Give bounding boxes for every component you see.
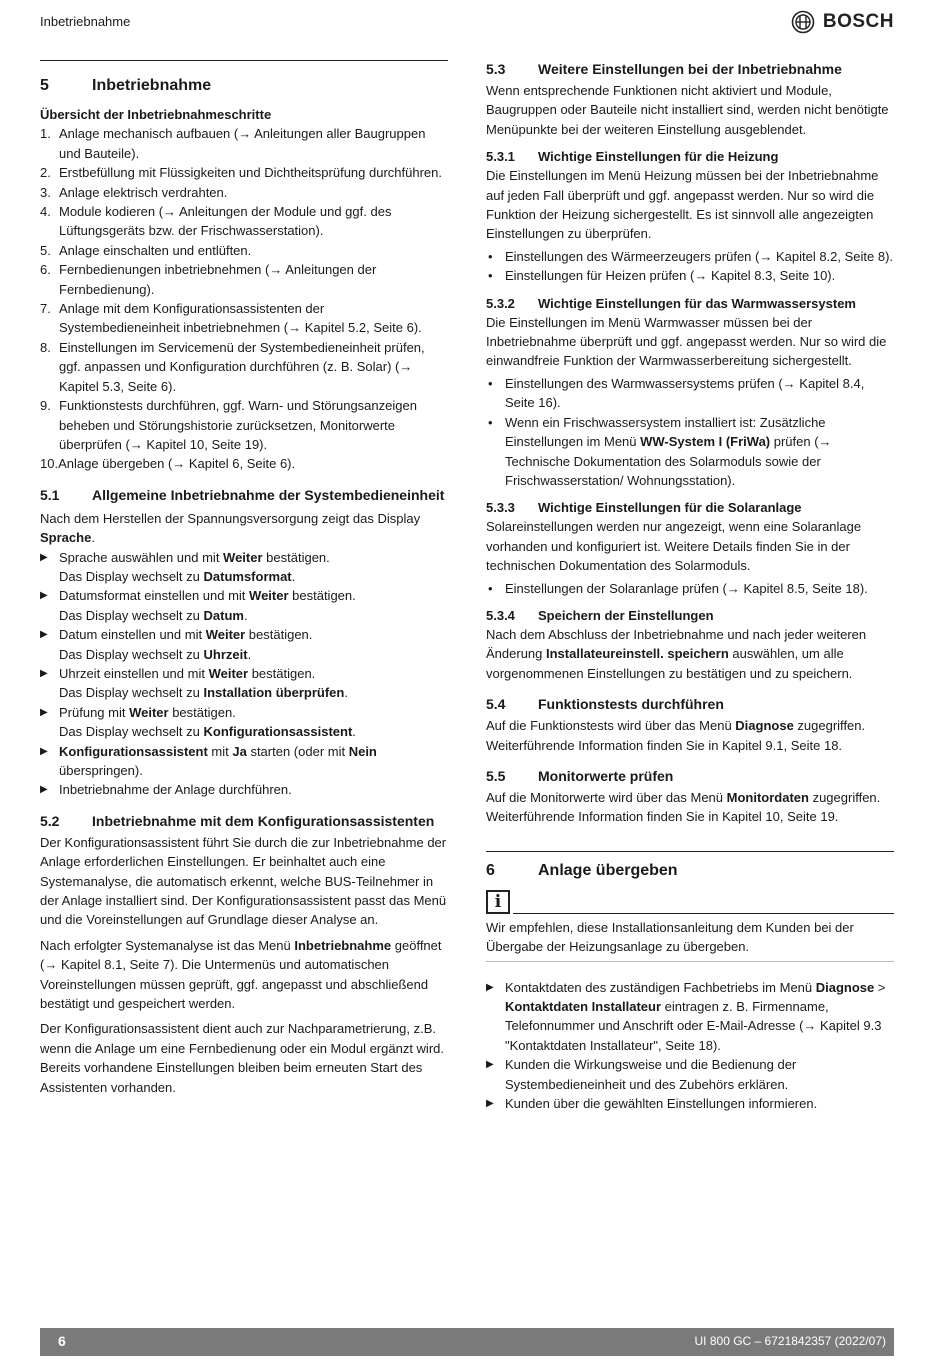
- overview-title: Übersicht der Inbetriebnahmeschritte: [40, 107, 272, 122]
- triangle-right-icon: ▶: [40, 629, 48, 641]
- list-item: ▶ Prüfung mit Weiter bestätigen. Das Display wechselt zu Konfigurationsassistent.: [40, 703, 448, 742]
- section-5-3-3-paragraph: Solareinstellungen werden nur angezeigt, wenn eine Solaranlage vorhanden und konfiguriert ist. Weitere Details finden Sie in der technischen Dokumentation des Solarmoduls.: [486, 519, 862, 574]
- section-5-2-paragraph-3: Der Konfigurationsassistent dient auch zur Nachparametrierung, z.B. wenn die Anlage um eine Fernbedienung oder ein Modul ergänzt wird. Bereits vorhandene Einstellungen bleiben beim erneuten Start des Assistenten vorhanden.: [40, 1021, 444, 1095]
- page-footer: [40, 1328, 894, 1356]
- list-item: 5. Anlage einschalten und entlüften.: [40, 242, 252, 258]
- list-item: 10. Anlage übergeben (→ Kapitel 6, Seite 6).: [40, 456, 296, 472]
- triangle-right-icon: ▶: [40, 706, 48, 718]
- section-5-1-heading: 5.1 Allgemeine Inbetriebnahme der Systembedieneinheit: [40, 486, 445, 503]
- list-item: 9. Funktionstests durchführen, ggf. Warn- und Störungsanzeigen beheben und Störungshistorie zurücksetzen, Monitorwerte überprüfen (→ Kapitel 10, Seite 19).: [40, 398, 417, 452]
- triangle-right-icon: ▶: [486, 1098, 494, 1110]
- list-item: 3. Anlage elektrisch verdrahten.: [40, 184, 228, 200]
- section-6-heading: 6 Anlage übergeben: [486, 861, 678, 879]
- page-number: 6: [58, 1333, 66, 1350]
- commissioning-steps-list: [40, 124, 448, 473]
- triangle-right-icon: ▶: [40, 745, 48, 757]
- list-item: ▶ Kunden über die gewählten Einstellungen informieren.: [486, 1094, 894, 1113]
- triangle-right-icon: ▶: [40, 551, 48, 563]
- right-column: [486, 60, 894, 1113]
- list-item: ▶ Konfigurationsassistent mit Ja starten (oder mit Nein überspringen).: [40, 742, 448, 781]
- list-item: ▶ Uhrzeit einstellen und mit Weiter bestätigen. Das Display wechselt zu Installation überprüfen.: [40, 664, 448, 703]
- section-5-3-3-heading: 5.3.3 Wichtige Einstellungen für die Solaranlage: [486, 500, 802, 516]
- triangle-right-icon: ▶: [486, 981, 494, 993]
- list-item: 8. Einstellungen im Servicemenü der Systembedieneinheit prüfen, ggf. anpassen und Konfiguration durchführen (z. B. Solar) (→ Kapitel 5.3, Seite 6).: [40, 339, 425, 394]
- list-item: • Einstellungen des Wärmeerzeugers prüfen (→ Kapitel 8.2, Seite 8).: [488, 248, 894, 264]
- section-5-heading: 5 Inbetriebnahme: [40, 77, 212, 94]
- list-item: ▶ Inbetriebnahme der Anlage durchführen.: [40, 780, 448, 799]
- section-5-2-heading: 5.2 Inbetriebnahme mit dem Konfigurationsassistenten: [40, 812, 435, 829]
- list-item: ▶ Sprache auswählen und mit Weiter bestätigen. Das Display wechselt zu Datumsformat.: [40, 548, 448, 587]
- section-5-4-paragraph: Auf die Funktionstests wird über das Menü Diagnose zugegriffen. Weiterführende Information finden Sie in Kapitel 9.1, Seite 18.: [486, 718, 866, 753]
- section-5-3-2-list: [486, 374, 894, 490]
- section-5-1-steps: [40, 548, 448, 800]
- brand-name: BOSCH: [822, 11, 894, 33]
- list-item: ▶ Kunden die Wirkungsweise und die Bedienung der Systembedieneinheit und des Zubehörs erklären.: [486, 1055, 894, 1094]
- divider: [513, 913, 894, 914]
- info-icon: i: [486, 890, 510, 914]
- section-6-steps: [486, 978, 894, 1114]
- list-item: 1. Anlage mechanisch aufbauen (→ Anleitungen aller Baugruppen und Bauteile).: [40, 126, 426, 161]
- section-5-3-paragraph: Wenn entsprechende Funktionen nicht aktiviert und Module, Baugruppen oder Bauteile nicht installiert sind, werden nicht benötigte Menüpunkte bei der weiteren Einstellung ausgeblendet.: [486, 83, 889, 137]
- section-5-3-2-heading: 5.3.2 Wichtige Einstellungen für das Warmwassersystem: [486, 295, 856, 311]
- triangle-right-icon: ▶: [486, 1059, 494, 1071]
- triangle-right-icon: ▶: [40, 784, 48, 796]
- list-item: • Einstellungen für Heizen prüfen (→ Kapitel 8.3, Seite 10).: [488, 268, 836, 284]
- list-item: 7. Anlage mit dem Konfigurationsassistenten der Systembedieneinheit inbetriebnehmen (→ Kapitel 5.2, Seite 6).: [40, 301, 422, 336]
- info-text: Wir empfehlen, diese Installationsanleitung dem Kunden bei der Übergabe der Heizungsanlage zu übergeben.: [486, 918, 894, 962]
- section-5-3-3-list: [486, 579, 894, 598]
- section-5-3-1-paragraph: Die Einstellungen im Menü Heizung müssen bei der Inbetriebnahme auf jeden Fall überprüft und ggf. angepasst werden. Nur so wird die Funktion der Heizung sichergestellt. Es ist sinnvoll alle angezeigten Einstellungen zu überprüfen.: [486, 168, 879, 242]
- section-5-3-1-list: [486, 247, 894, 286]
- section-5-2-paragraph-2: Nach erfolgter Systemanalyse ist das Menü Inbetriebnahme geöffnet (→ Kapitel 8.1, Seite 7). Die Untermenüs und automatischen Voreinstellungen müssen geprüft, ggf. angepasst und abschließend bestätigt und gespeichert werden.: [40, 937, 442, 1012]
- running-header: Inbetriebnahme: [40, 14, 131, 29]
- info-notice: [486, 890, 894, 914]
- list-item: 2. Erstbefüllung mit Flüssigkeiten und Dichtheitsprüfung durchführen.: [40, 165, 442, 181]
- list-item: • Einstellungen der Solaranlage prüfen (→ Kapitel 8.5, Seite 18).: [488, 580, 868, 596]
- document-id: UI 800 GC – 6721842357 (2022/07): [694, 1334, 886, 1349]
- section-5-1-intro: Nach dem Herstellen der Spannungsversorgung zeigt das Display Sprache.: [40, 510, 421, 546]
- section-5-5-heading: 5.5 Monitorwerte prüfen: [486, 767, 674, 784]
- section-5-3-heading: 5.3 Weitere Einstellungen bei der Inbetriebnahme: [486, 61, 842, 77]
- section-5-4-heading: 5.4 Funktionstests durchführen: [486, 696, 724, 713]
- section-5-3-4-paragraph: Nach dem Abschluss der Inbetriebnahme und nach jeder weiteren Änderung Installateureinstell. speichern auswählen, um alle vorgenommenen Einstellungen zu bestätigen und zu speichern.: [486, 626, 867, 681]
- section-5-2-paragraph-1: Der Konfigurationsassistent führt Sie durch die zur Inbetriebnahme der Anlage erforderlichen Einstellungen. Er beinhaltet auch eine Systemanalyse, die automatisch erkennt, welche BUS-Teilnehmer in der Anlage installiert sind. Der Konfigurationsassistent passt das Menü und die Voreinstellungen auf Grundlage dieser Analyse an.: [40, 834, 447, 928]
- list-item: 6. Fernbedienungen inbetriebnehmen (→ Anleitungen der Fernbedienung).: [40, 262, 377, 297]
- bosch-armature-icon: [791, 10, 815, 34]
- section-5-3-1-heading: 5.3.1 Wichtige Einstellungen für die Heizung: [486, 149, 779, 165]
- section-5-3-4-heading: 5.3.4 Speichern der Einstellungen: [486, 607, 714, 623]
- section-5-5-paragraph: Auf die Monitorwerte wird über das Menü Monitordaten zugegriffen. Weiterführende Information finden Sie in Kapitel 10, Seite 19.: [486, 789, 881, 825]
- section-5-3-2-paragraph: Die Einstellungen im Menü Warmwasser müssen bei der Inbetriebnahme überprüft und ggf. angepasst werden. Nur so wird die einwandfreie Funktion der Warmwasserbereitung sichergestellt.: [486, 314, 887, 369]
- triangle-right-icon: ▶: [40, 667, 48, 679]
- list-item: • Wenn ein Frischwassersystem installiert ist: Zusätzliche Einstellungen im Menü WW-System I (FriWa) prüfen (→ Technische Dokumentation des Solarmoduls sowie der Frischwasserstation/ Wohnungsstation).: [488, 414, 832, 488]
- list-item: ▶ Kontaktdaten des zuständigen Fachbetriebs im Menü Diagnose > Kontaktdaten Installateur eintragen z. B. Firmenname, Telefonnummer und Anschrift oder E-Mail-Adresse (→ Kapitel 9.3 "Kontaktdaten Installateur", Seite 18).: [486, 978, 894, 1056]
- list-item: • Einstellungen des Warmwassersystems prüfen (→ Kapitel 8.4, Seite 16).: [488, 375, 865, 411]
- list-item: ▶ Datumsformat einstellen und mit Weiter bestätigen. Das Display wechselt zu Datum.: [40, 586, 448, 625]
- list-item: ▶ Datum einstellen und mit Weiter bestätigen. Das Display wechselt zu Uhrzeit.: [40, 625, 448, 664]
- list-item: 4. Module kodieren (→ Anleitungen der Module und ggf. des Lüftungsgeräts bzw. der Frischwasserstation).: [40, 204, 392, 239]
- triangle-right-icon: ▶: [40, 590, 48, 602]
- left-column: [40, 60, 448, 1097]
- brand-logo: [791, 10, 894, 34]
